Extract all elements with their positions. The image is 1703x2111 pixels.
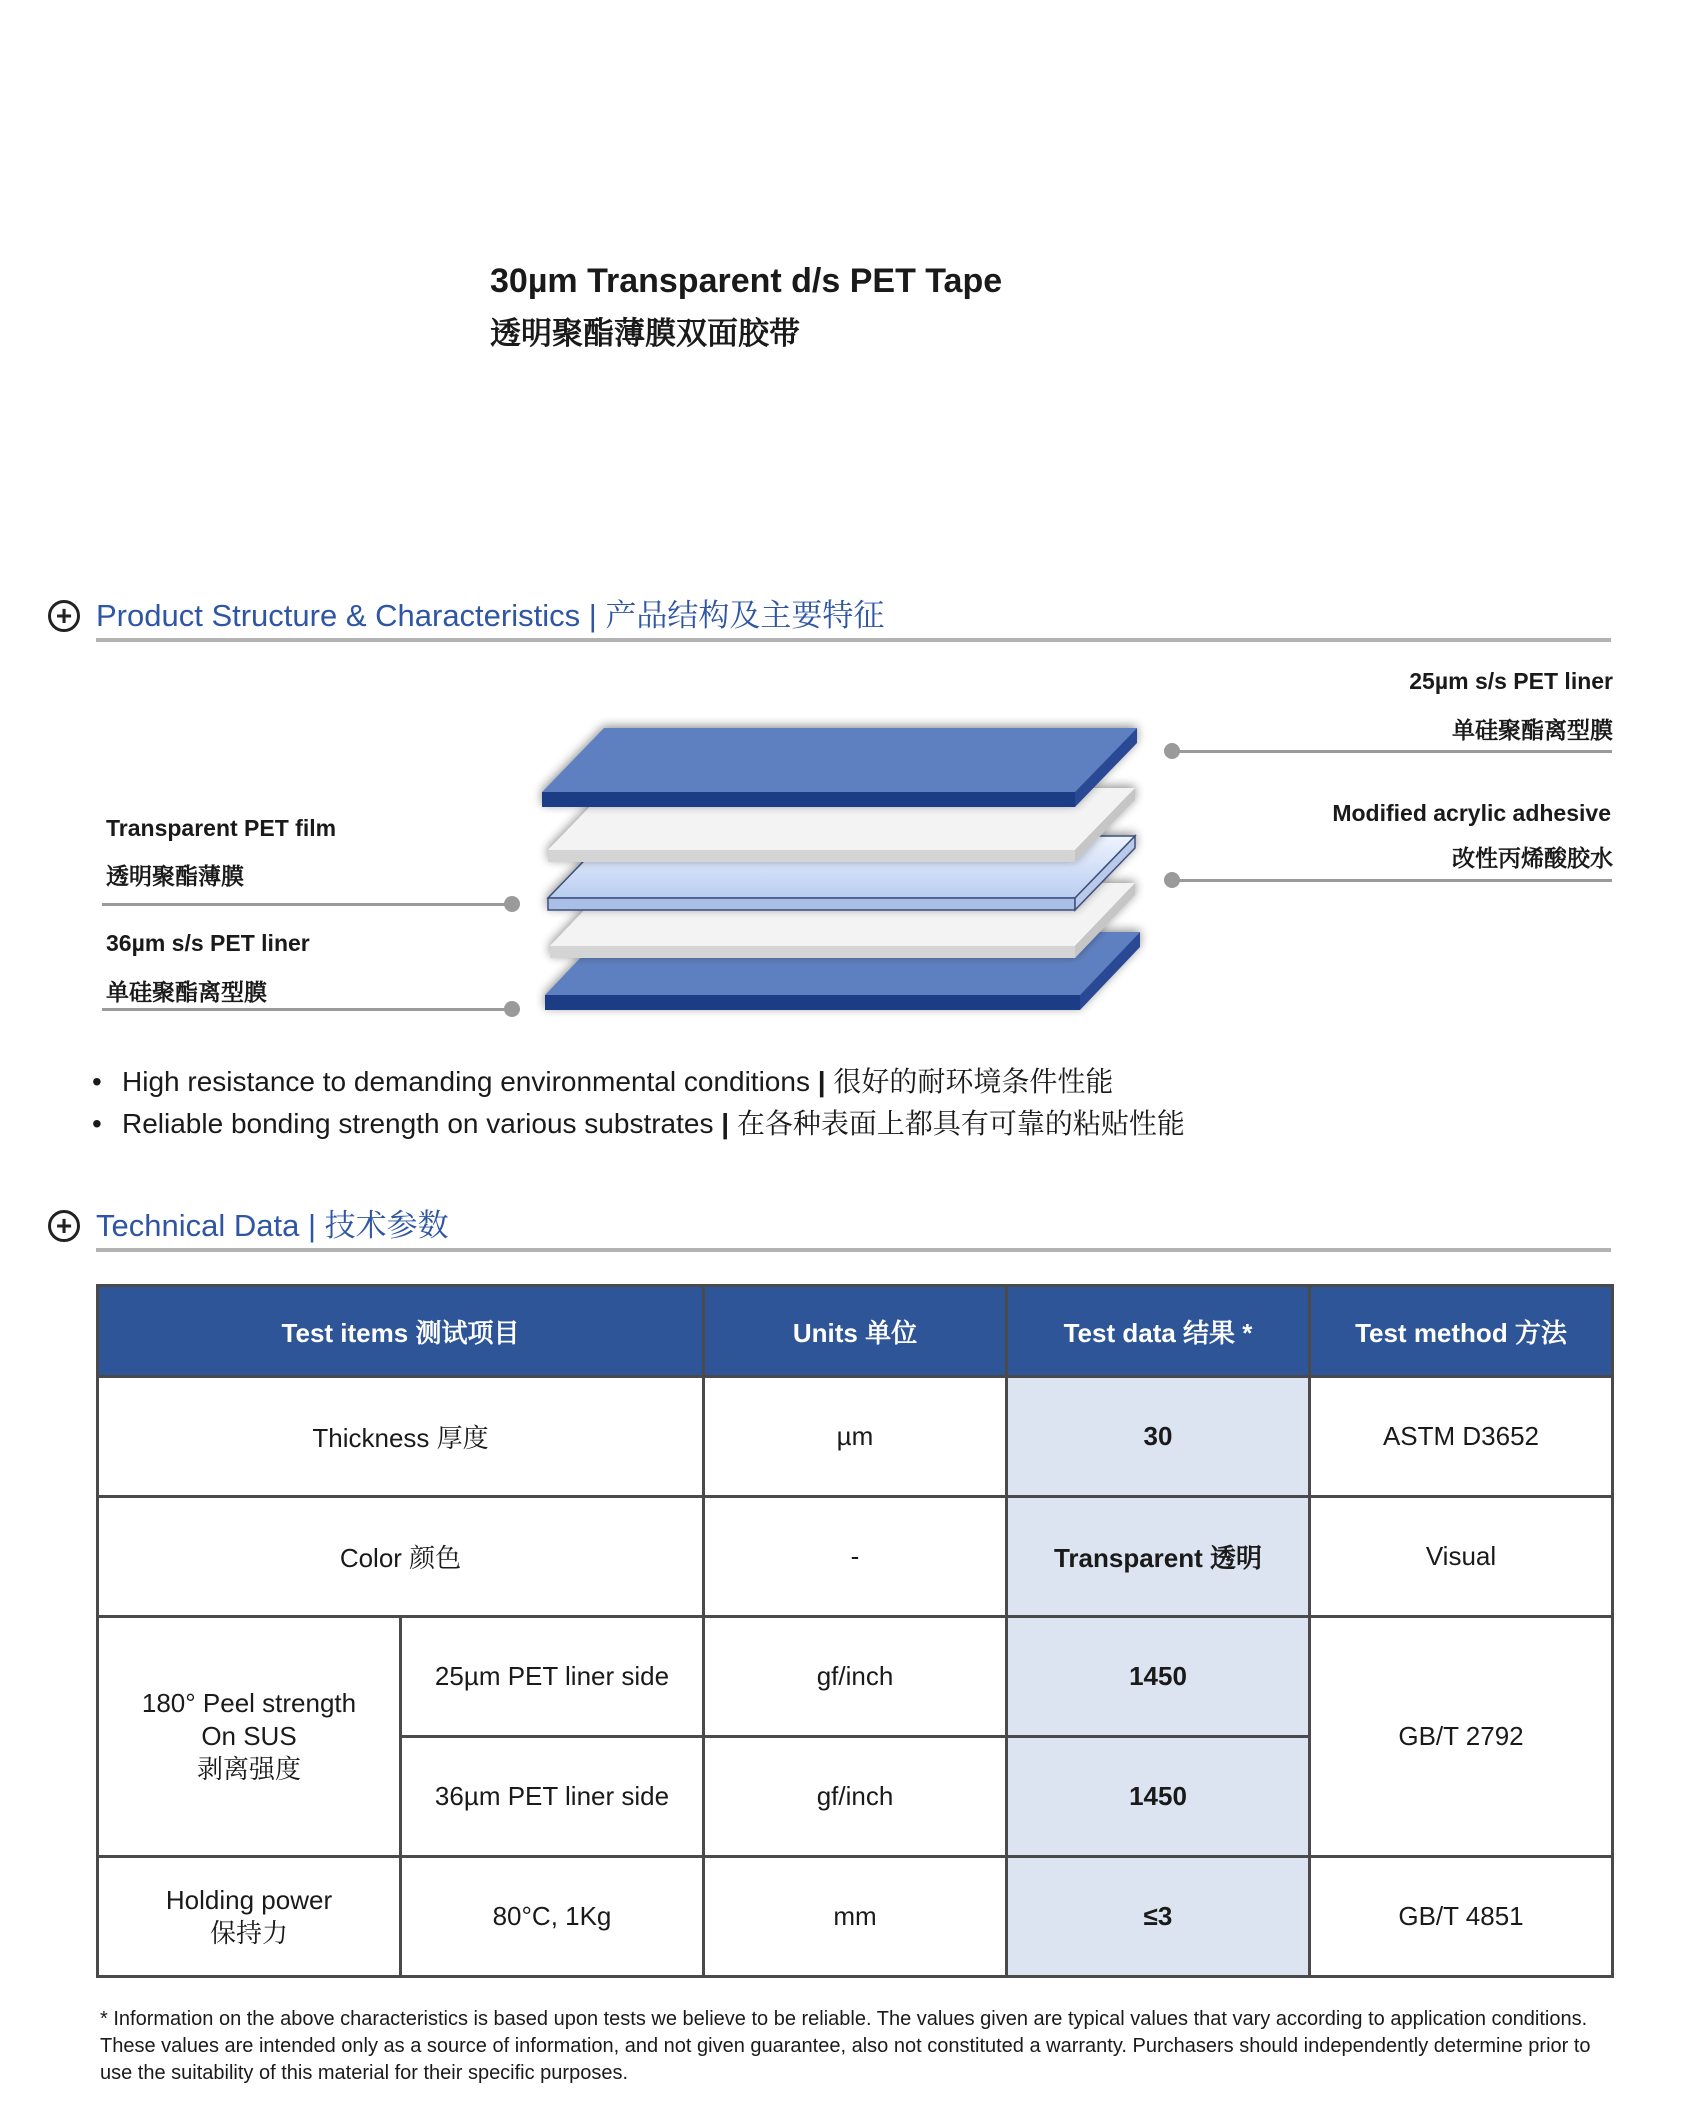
leader-line: [1172, 750, 1612, 753]
leader-line: [102, 903, 512, 906]
peel-condition-25: 25µm PET liner side: [401, 1617, 704, 1737]
peel-method: GB/T 2792: [1310, 1617, 1613, 1857]
liner-bottom-label-cn: 单硅聚酯离型膜: [106, 979, 267, 1005]
peel-value-25: 1450: [1007, 1617, 1310, 1737]
header-test-method: Test method 方法: [1310, 1286, 1613, 1377]
peel-condition-36: 36µm PET liner side: [401, 1737, 704, 1857]
table-header-row: [98, 1286, 1613, 1377]
table-row: [98, 1857, 1613, 1977]
section-divider: [96, 1248, 1611, 1252]
holding-condition: 80°C, 1Kg: [401, 1857, 704, 1977]
color-item: Color 颜色: [98, 1497, 704, 1617]
film-label-en: Transparent PET film: [106, 815, 337, 841]
peel-item: 180° Peel strength On SUS 剥离强度: [98, 1617, 401, 1857]
thickness-item: Thickness 厚度: [98, 1377, 704, 1497]
disclaimer-footnote: * Information on the above characteristics is based upon tests we believe to be reliable. The values given are typical values that vary according to application conditions. These values are intended only as a source of information, and not given guarantee, also not constituted a warranty. Purchasers should independently determine prior to use the suitability of this material for their specific purposes.: [100, 2008, 1591, 2084]
section-divider: [96, 638, 1611, 642]
product-subtitle: 透明聚酯薄膜双面胶带: [490, 316, 800, 351]
peel-unit-25: gf/inch: [704, 1617, 1007, 1737]
holding-unit: mm: [704, 1857, 1007, 1977]
holding-value: ≤3: [1007, 1857, 1310, 1977]
table-row: [98, 1377, 1613, 1497]
leader-line: [1172, 879, 1612, 882]
adhesive-label-cn: 改性丙烯酸胶水: [1452, 845, 1613, 871]
liner-bottom-label-en: 36µm s/s PET liner: [106, 930, 310, 956]
thickness-method: ASTM D3652: [1310, 1377, 1613, 1497]
feature-bullet: • Reliable bonding strength on various substrates | 在各种表面上都具有可靠的粘贴性能: [92, 1108, 1185, 1139]
bullet-marker: •: [92, 1066, 102, 1097]
liner-top-label-en: 25µm s/s PET liner: [1409, 668, 1613, 694]
color-method: Visual: [1310, 1497, 1613, 1617]
header-test-data: Test data 结果 *: [1007, 1286, 1310, 1377]
header-units: Units 单位: [704, 1286, 1007, 1377]
liner-top-label-cn: 单硅聚酯离型膜: [1452, 717, 1613, 743]
film-label-cn: 透明聚酯薄膜: [106, 863, 244, 889]
color-value: Transparent 透明: [1007, 1497, 1310, 1617]
plus-circle-icon[interactable]: +: [48, 600, 80, 632]
peel-value-36: 1450: [1007, 1737, 1310, 1857]
color-unit: -: [704, 1497, 1007, 1617]
table-row: [98, 1617, 1613, 1737]
leader-dot: [504, 1001, 520, 1017]
peel-unit-36: gf/inch: [704, 1737, 1007, 1857]
leader-dot: [504, 896, 520, 912]
adhesive-label-en: Modified acrylic adhesive: [1332, 800, 1611, 826]
holding-item: Holding power 保持力: [98, 1857, 401, 1977]
structure-section-title: Product Structure & Characteristics | 产品结构及主要特征: [96, 598, 885, 633]
top-liner-layer: [542, 728, 1137, 807]
technical-data-table: [96, 1284, 1614, 1978]
holding-method: GB/T 4851: [1310, 1857, 1613, 1977]
product-title: 30µm Transparent d/s PET Tape: [490, 262, 1003, 300]
leader-line: [102, 1008, 512, 1011]
feature-bullet: • High resistance to demanding environmental conditions | 很好的耐环境条件性能: [92, 1066, 1114, 1097]
technical-section-title: Technical Data | 技术参数: [96, 1208, 449, 1243]
bullet-marker: •: [92, 1108, 102, 1139]
table-row: [98, 1497, 1613, 1617]
thickness-value: 30: [1007, 1377, 1310, 1497]
layer-structure-diagram: [520, 700, 1160, 1030]
thickness-unit: µm: [704, 1377, 1007, 1497]
header-test-items: Test items 测试项目: [98, 1286, 704, 1377]
plus-circle-icon[interactable]: +: [48, 1210, 80, 1242]
